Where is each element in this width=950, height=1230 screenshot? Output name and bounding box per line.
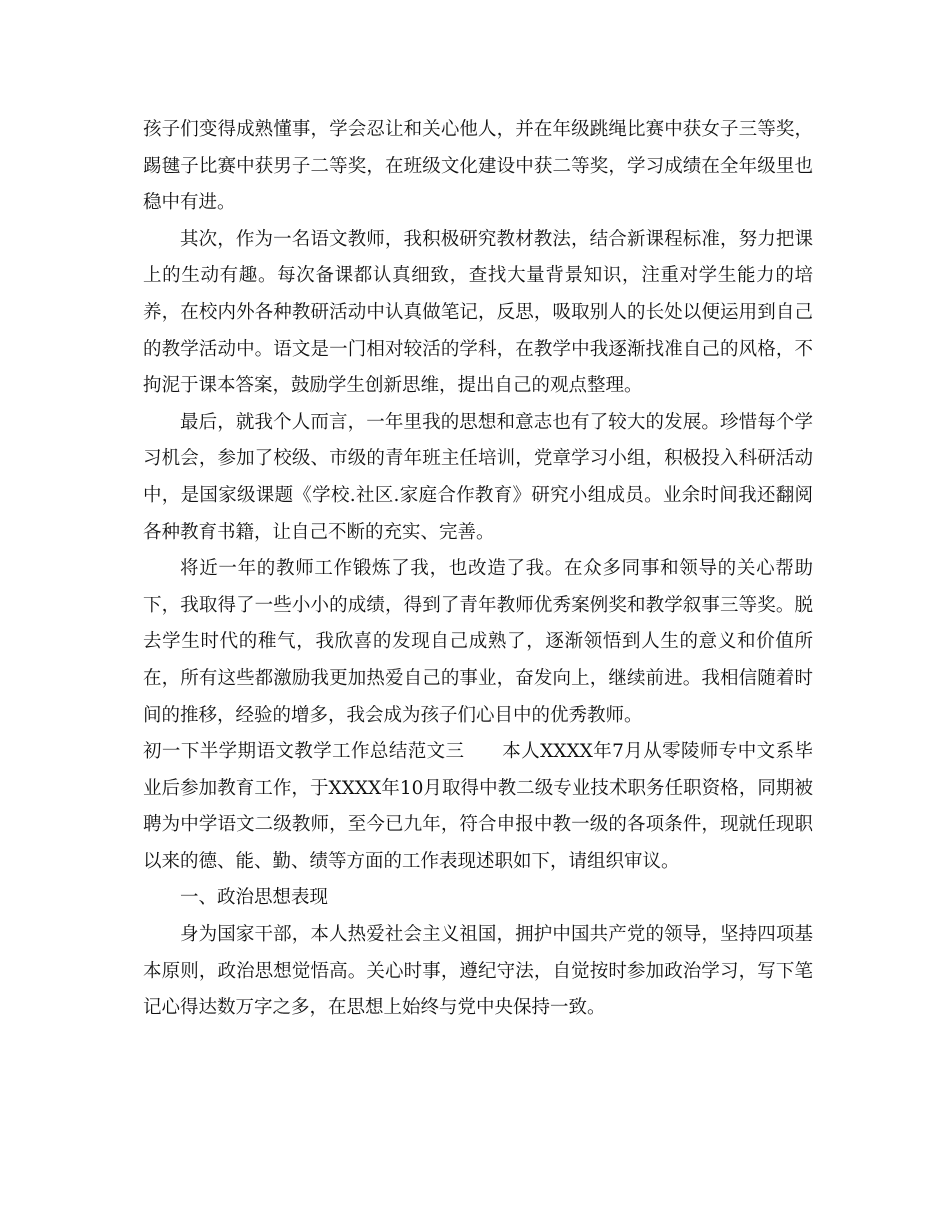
paragraph-second-point: 其次，作为一名语文教师，我积极研究教材教法，结合新课程标准，努力把课上的生动有趣。每次备课都认真细致，查找大量背景知识，注重对学生能力的培养，在校内外各种教研活动中认真做笔记，反思，吸取别人的长处以便运用到自己的教学活动中。语文是一门相对较活的学科，在教学中我逐渐找准自己的风格，不拘泥于课本答案，鼓励学生创新思维，提出自己的观点整理。 <box>143 228 813 397</box>
paragraph-sample-three-intro: 初一下半学期语文教学工作总结范文三 本人XXXX年7月从零陵师专中文系毕业后参加教育工作，于XXXX年10月取得中教二级专业技术职务任职资格，同期被聘为中学语文二级教师，至今已九年，符合申报中教一级的各项条件，现就任现职以来的德、能、勤、绩等方面的工作表现述职如下，请组织审议。 <box>143 741 813 872</box>
paragraph-continuation: 孩子们变得成熟懂事，学会忍让和关心他人，并在年级跳绳比赛中获女子三等奖，踢毽子比赛中获男子二等奖，在班级文化建设中获二等奖，学习成绩在全年级里也稳中有进。 <box>143 119 813 214</box>
section-heading-political: 一、政治思想表现 <box>180 887 329 909</box>
paragraph-final-point: 最后，就我个人而言，一年里我的思想和意志也有了较大的发展。珍惜每个学习机会，参加了校级、市级的青年班主任培训，党章学习小组，积极投入科研活动中，是国家级课题《学校.社区.家庭合作教育》研究小组成员。业余时间我还翻阅各种教育书籍，让自己不断的充实、完善。 <box>143 411 813 543</box>
paragraph-political-performance: 身为国家干部，本人热爱社会主义祖国，拥护中国共产党的领导，坚持四项基本原则，政治思想觉悟高。关心时事，遵纪守法，自觉按时参加政治学习，写下笔记心得达数万字之多，在思想上始终与党中央保持一致。 <box>143 924 813 1019</box>
paragraph-conclusion: 将近一年的教师工作锻炼了我，也改造了我。在众多同事和领导的关心帮助下，我取得了一些小小的成绩，得到了青年教师优秀案例奖和教学叙事三等奖。脱去学生时代的稚气，我欣喜的发现自己成熟了，逐渐领悟到人生的意义和价值所在，所有这些都激励我更加热爱自己的事业，奋发向上，继续前进。我相信随着时间的推移，经验的增多，我会成为孩子们心目中的优秀教师。 <box>143 558 813 726</box>
document-body <box>143 112 813 1027</box>
